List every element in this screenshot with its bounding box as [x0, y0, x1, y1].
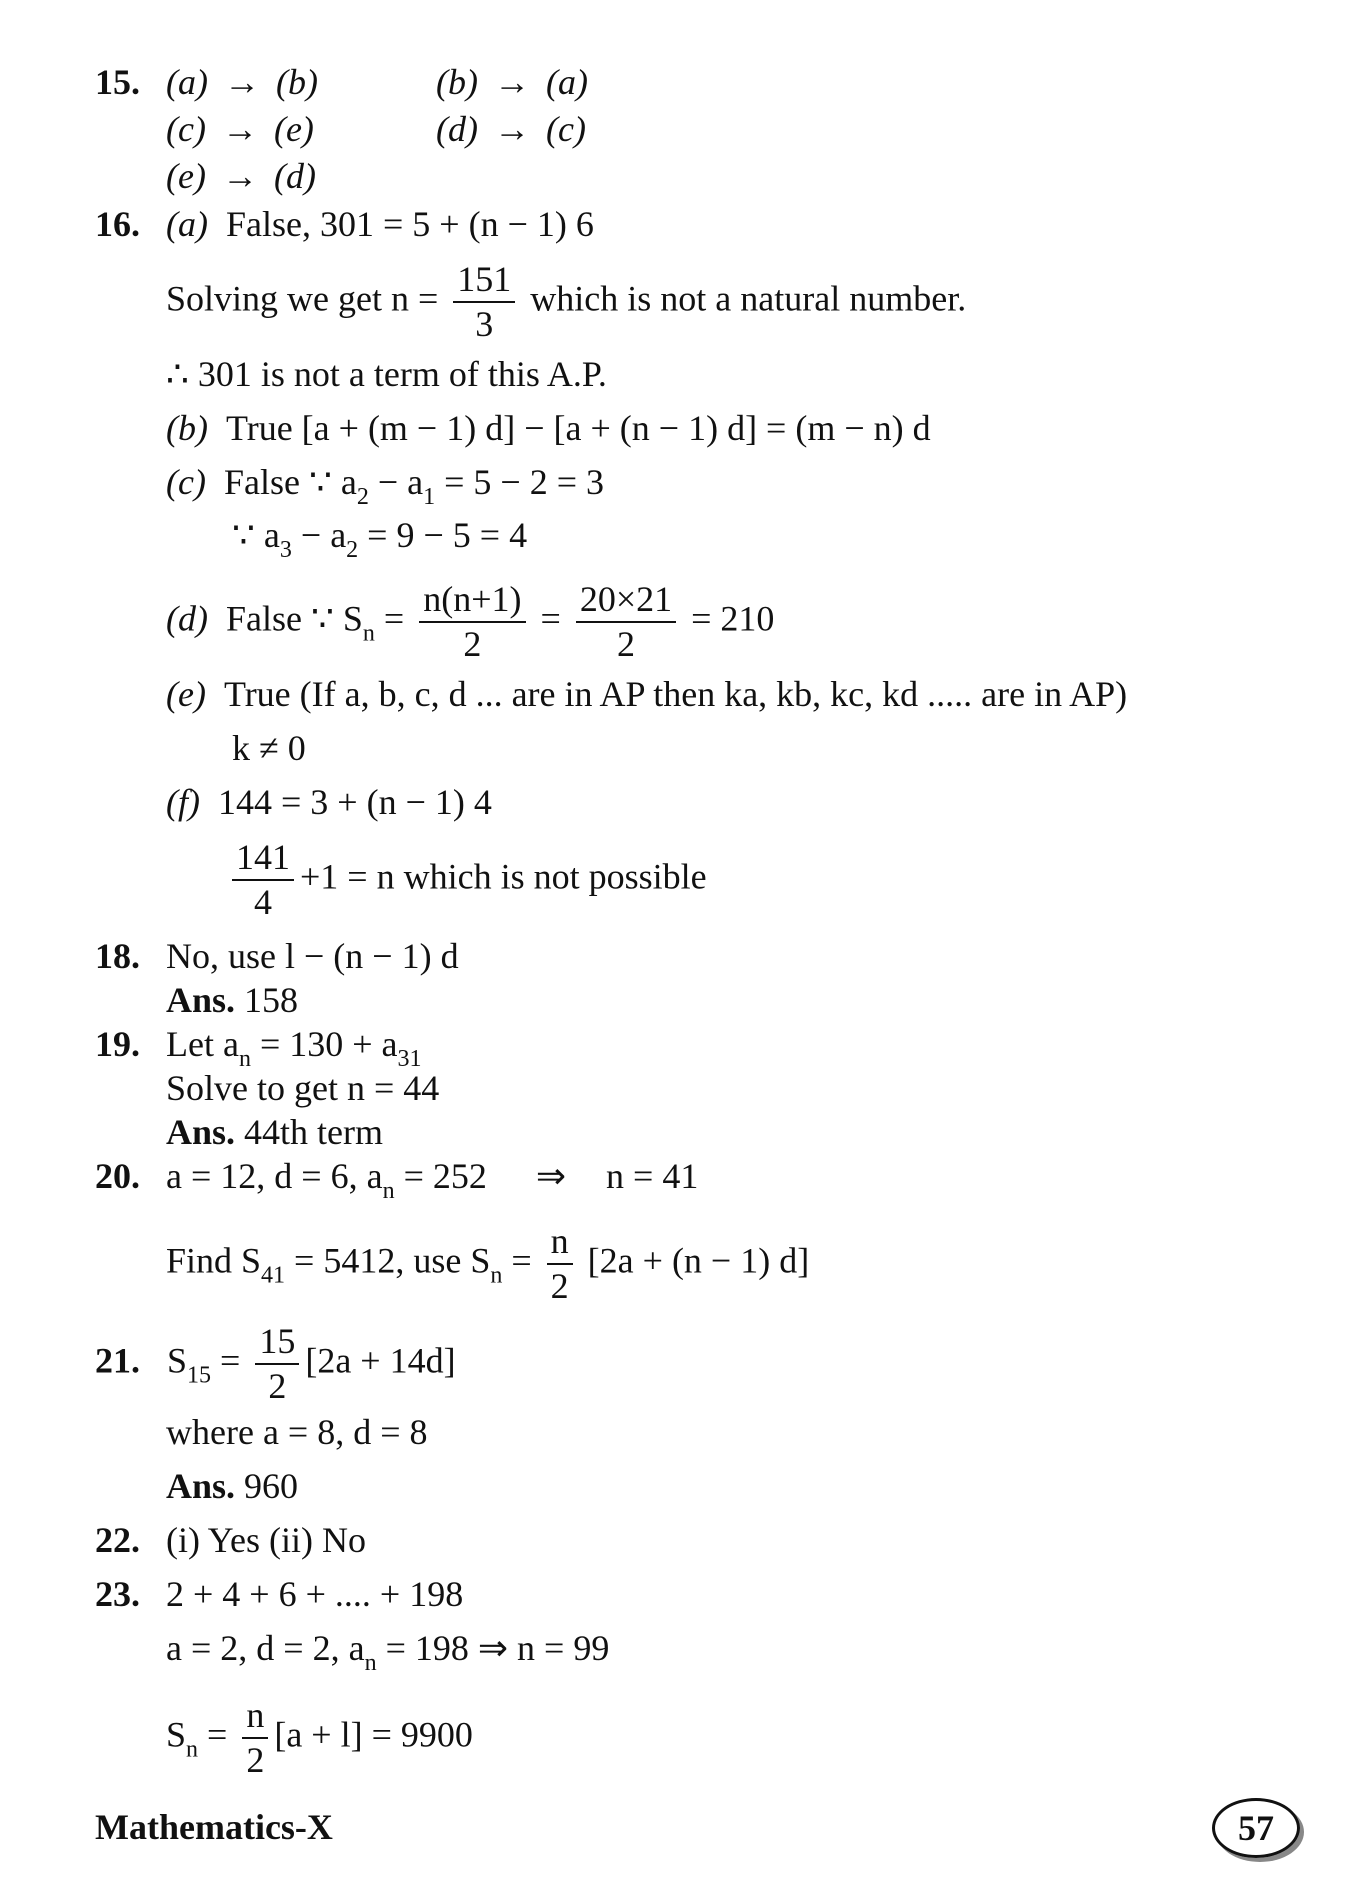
q16-e: (e) True (If a, b, c, d ... are in AP then ka, kb, kc, kd ..... are in AP) [166, 674, 1128, 714]
q20-line2: Find $S_{41} = 5412$, use $S_n$ = $\frac{n}{2}$ [2a + (n − 1) d] [166, 1220, 809, 1308]
q23-line1: 2 + 4 + 6 + .... + 198 [166, 1574, 464, 1614]
q19-answer: Ans. 44th term [166, 1112, 384, 1152]
q16-a: (a) False, 301 = 5 + (n − 1) 6 [166, 204, 594, 244]
q19-line2: Solve to get n = 44 [166, 1068, 440, 1108]
q18-number: 18. [95, 936, 140, 976]
q16-c-line2: ∵ $a_3 - a_2 = 9 - 5 = 4$ [232, 515, 528, 563]
q15-row-1b: (b) → (a) [436, 62, 588, 102]
fraction-n-2b: $\frac{n}{2}$ [242, 1694, 268, 1782]
q16-b: (b) True [a + (m − 1) d] − [a + (n − 1) d] = (m − n) d [166, 408, 931, 448]
q18-answer: Ans. 158 [166, 980, 299, 1020]
fraction-n-n1-2: $\frac{n(n+1)}{2}$ [419, 578, 525, 666]
q18-line1: No, use l − (n − 1) d [166, 936, 459, 976]
q23-line3: $S_n$ = $\frac{n}{2}$ [a + l] = 9900 [166, 1694, 473, 1782]
q16-solving: Solving we get n = $\frac{151}{3}$ which is not a natural number. [166, 258, 966, 346]
fraction-141-4: $\frac{141}{4}$ [232, 836, 294, 924]
q16-d: (d) False ∵ $S_n$ = $\frac{n(n+1)}{2}$ = $\frac{20\times 21}{2}$ = 210 [166, 578, 774, 666]
q15-row-3: (e) → (d) [166, 156, 316, 196]
q16-c: (c) False ∵ $a_2 - a_1 = 5 - 2 = 3$ [166, 462, 605, 510]
q21-answer: Ans. 960 [166, 1466, 299, 1506]
q15-row-2b: (d) → (c) [436, 109, 586, 149]
q20-number: 20. [95, 1156, 140, 1196]
q21-number: 21. [95, 1340, 140, 1381]
fraction-20x21-2: $\frac{20\times 21}{2}$ [576, 578, 676, 666]
q15-row-1: (a) → (b) [166, 62, 318, 102]
q19-line1: Let $a_n = 130 + a_{31}$ [166, 1024, 422, 1072]
q23-line2: a = 2, d = 2, $a_n = 198$ ⇒ n = 99 [166, 1628, 610, 1676]
q22-text: (i) Yes (ii) No [166, 1520, 367, 1560]
fraction-n-2: $\frac{n}{2}$ [547, 1220, 573, 1308]
q16-therefore: ∴ 301 is not a term of this A.P. [166, 354, 607, 394]
footer-title: Mathematics-X [95, 1807, 333, 1847]
q19-number: 19. [95, 1024, 140, 1064]
q16-number: 16. [95, 204, 140, 244]
page-number: 57 [1212, 1798, 1300, 1858]
q23-number: 23. [95, 1574, 140, 1614]
q15-number: 15. [95, 62, 140, 102]
q22-number: 22. [95, 1520, 140, 1560]
q21-line1: 21. $S_{15}$ = $\frac{15}{2}$ [2a + 14d] [95, 1320, 456, 1408]
q16-e-line2: k ≠ 0 [232, 728, 306, 768]
q20-line1: a = 12, d = 6, $a_n = 252$ ⇒ n = 41 [166, 1156, 699, 1204]
q15-row-2: (c) → (e) [166, 109, 314, 149]
fraction-151-3: $\frac{151}{3}$ [453, 258, 515, 346]
fraction-15-2: $\frac{15}{2}$ [255, 1320, 299, 1408]
q21-where: where a = 8, d = 8 [166, 1412, 428, 1452]
q16-f-line2: $\frac{141}{4}$ +1 = n which is not possible [226, 836, 707, 924]
q16-f: (f) 144 = 3 + (n − 1) 4 [166, 782, 492, 822]
